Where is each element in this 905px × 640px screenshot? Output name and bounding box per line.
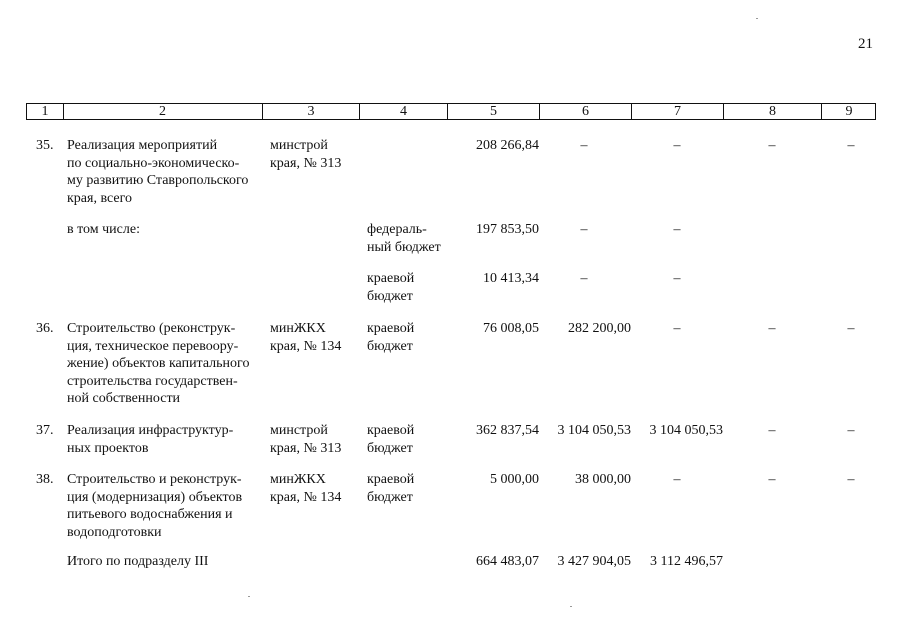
row-name-line: ция, техническое перевоору- xyxy=(67,338,239,354)
row-number: 35. xyxy=(36,138,54,153)
row-executor-line: минстрой xyxy=(270,423,328,438)
total-col5: 664 483,07 xyxy=(476,554,539,569)
row-name-line: жение) объектов капитального xyxy=(67,356,250,371)
row-c5: 5 000,00 xyxy=(490,472,539,487)
row-name-line: Строительство (реконструк- xyxy=(67,321,236,336)
row-c7-dash: – xyxy=(673,222,681,237)
row-source-line: краевой xyxy=(367,472,415,487)
row-name-line: питьевого водоснабжения и xyxy=(67,507,233,522)
row-c6-dash: – xyxy=(580,271,588,286)
total-col6: 3 427 904,05 xyxy=(557,554,631,569)
row-c5: 76 008,05 xyxy=(483,321,539,336)
row-c8-dash: – xyxy=(768,321,776,336)
row-name-line: водоподготовки xyxy=(67,524,162,540)
row-name-line: Строительство и реконструк- xyxy=(67,472,242,487)
row-c9-dash: – xyxy=(847,423,855,438)
header-col-1: 1 xyxy=(27,104,64,119)
row-name-line: ция (модернизация) объектов xyxy=(67,489,243,505)
row-source-line: ный бюджет xyxy=(367,239,441,255)
scan-speck xyxy=(248,596,250,597)
row-executor-line: минстрой xyxy=(270,138,328,153)
row-c9-dash: – xyxy=(847,321,855,336)
row-executor-line: края, № 313 xyxy=(270,440,342,456)
row-c8-dash: – xyxy=(768,472,776,487)
row-executor-line: края, № 134 xyxy=(270,489,342,505)
row-source-line: бюджет xyxy=(367,440,413,456)
row-name-line: края, всего xyxy=(67,190,132,206)
total-label: Итого по подразделу III xyxy=(67,554,209,569)
row-source-line: краевой xyxy=(367,321,415,336)
row-source-line: федераль- xyxy=(367,222,427,237)
row-c7: 3 104 050,53 xyxy=(649,423,723,438)
row-number: 38. xyxy=(36,472,54,487)
row-c9-dash: – xyxy=(847,138,855,153)
header-col-4: 4 xyxy=(360,104,448,119)
row-number: 37. xyxy=(36,423,54,438)
row-c8-dash: – xyxy=(768,138,776,153)
total-col7: 3 112 496,57 xyxy=(650,554,723,569)
row-name-line: Реализация мероприятий xyxy=(67,138,218,153)
row-c6-dash: – xyxy=(580,222,588,237)
header-col-6: 6 xyxy=(540,104,632,119)
header-col-8: 8 xyxy=(724,104,822,119)
row-c9-dash: – xyxy=(847,472,855,487)
row-executor-line: минЖКХ xyxy=(270,472,326,487)
row-c7-dash: – xyxy=(673,138,681,153)
row-c5: 197 853,50 xyxy=(476,222,539,237)
table-header-row xyxy=(26,103,876,120)
row-name-line: Реализация инфраструктур- xyxy=(67,423,234,438)
row-c5: 208 266,84 xyxy=(476,138,539,153)
row-c5: 10 413,34 xyxy=(483,271,539,286)
row-c6: 282 200,00 xyxy=(568,321,631,336)
row-executor-line: края, № 313 xyxy=(270,155,342,171)
row-c6: 3 104 050,53 xyxy=(557,423,631,438)
scan-speck xyxy=(756,18,758,19)
row-c7-dash: – xyxy=(673,472,681,487)
header-col-9: 9 xyxy=(845,104,853,119)
row-name-line: по социально-экономическо- xyxy=(67,155,240,171)
row-number: 36. xyxy=(36,321,54,336)
row-c8-dash: – xyxy=(768,423,776,438)
row-name-line: му развитию Ставропольского xyxy=(67,173,249,188)
row-source-line: краевой xyxy=(367,423,415,438)
header-col-7: 7 xyxy=(632,104,724,119)
row-c6: 38 000,00 xyxy=(575,472,631,487)
row-c7-dash: – xyxy=(673,271,681,286)
header-col-3: 3 xyxy=(263,104,360,119)
row-source-line: краевой xyxy=(367,271,415,286)
header-col-5: 5 xyxy=(448,104,540,119)
row-name-line: ных проектов xyxy=(67,440,149,456)
row-name-line: ной собственности xyxy=(67,391,181,406)
header-col-2: 2 xyxy=(63,104,263,119)
row-source-line: бюджет xyxy=(367,288,413,304)
row-executor-line: края, № 134 xyxy=(270,338,342,354)
row-c5: 362 837,54 xyxy=(476,423,539,438)
row-name-line: строительства государствен- xyxy=(67,373,238,389)
row-c6-dash: – xyxy=(580,138,588,153)
page-number: 21 xyxy=(858,36,873,52)
row-executor-line: минЖКХ xyxy=(270,321,326,336)
scan-speck xyxy=(570,606,572,607)
row-name-line: в том числе: xyxy=(67,222,140,237)
row-source-line: бюджет xyxy=(367,338,413,354)
row-source-line: бюджет xyxy=(367,489,413,505)
row-c7-dash: – xyxy=(673,321,681,336)
